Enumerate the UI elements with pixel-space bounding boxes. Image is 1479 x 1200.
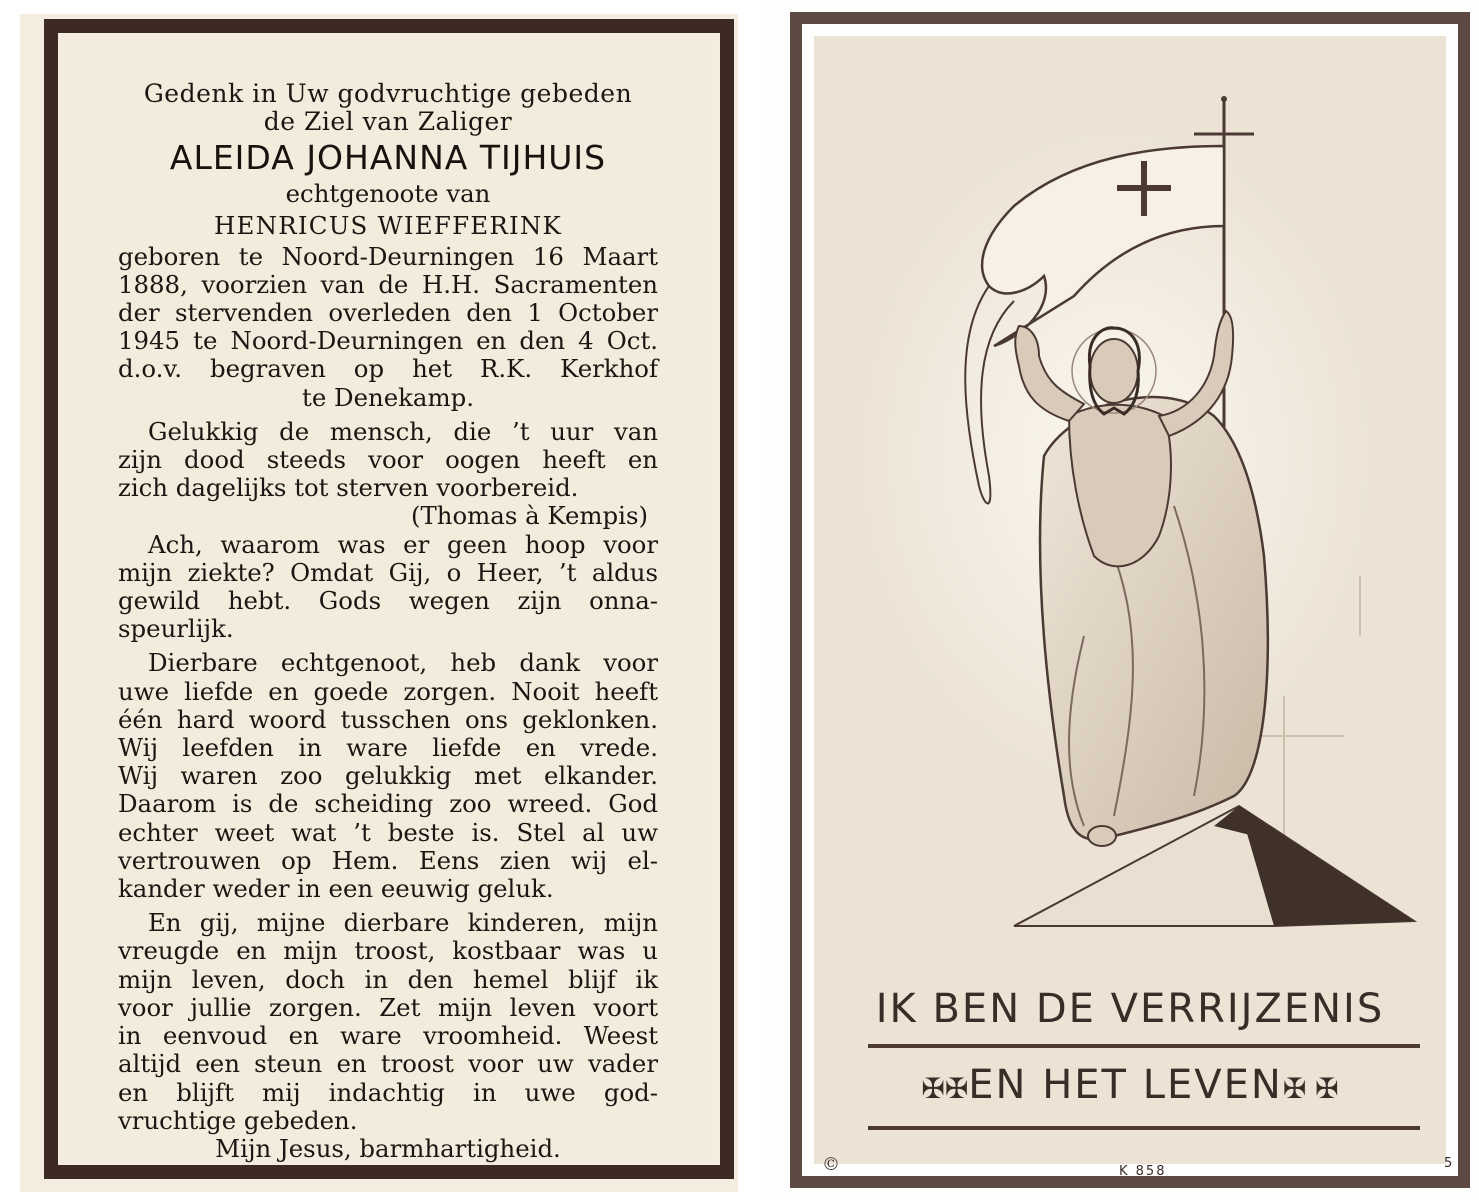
copyright-mark: © (822, 1154, 840, 1175)
paragraph-line: vreugde en mijn troost, kostbaar was u (118, 936, 658, 966)
image-paper (814, 36, 1455, 1179)
caption-line-2 (814, 1062, 1446, 1108)
paragraph-line: in eenvoud en ware vroomheid. Weest (118, 1021, 658, 1051)
paragraph-line: Ach, waarom was er geen hoop voor (148, 529, 658, 559)
quote-line-last: zich dagelijks tot sterven voorbereid. (118, 473, 579, 503)
bio-line: geboren te Noord-Deurningen 16 Maart (118, 241, 658, 271)
bio-line: 1945 te Noord-Deurningen en den 4 Oct. (118, 326, 658, 356)
staff-tip (1221, 96, 1227, 102)
print-code: K 858 (1119, 1164, 1167, 1179)
paragraph-line: en blijft mij indachtig in uwe god- (118, 1077, 658, 1107)
crosses-left: ✠✠ (921, 1072, 969, 1105)
husband-name: HENRICUS WIEFFERINK (213, 210, 563, 240)
memorial-card-image-side (765, 0, 1479, 1200)
paragraph-line: En gij, mijne dierbare kinderen, mijn (148, 908, 658, 938)
corner-number: 5 (1444, 1156, 1455, 1171)
paragraph-line: mijn leven, doch in den hemel blijf ik (118, 964, 658, 994)
closing-prayer: Mijn Jesus, barmhartigheid. (215, 1133, 561, 1163)
invocation-line-2: de Ziel van Zaliger (263, 107, 513, 137)
paragraph-line: voor jullie zorgen. Zet mijn leven voort (118, 992, 658, 1022)
caption-line-1: IK BEN DE VERRIJZENIS (875, 986, 1385, 1032)
bio-line-last: te Denekamp. (302, 382, 474, 412)
paragraph-line: gewild hebt. Gods wegen zijn onna- (118, 586, 658, 616)
paragraph-line: Daarom is de scheiding zoo wreed. God (118, 789, 658, 819)
head (1090, 339, 1138, 403)
card-paper (70, 45, 708, 1163)
divider-bottom (868, 1126, 1420, 1130)
bio-line: der stervenden overleden den 1 October (118, 298, 658, 328)
relation-text: echtgenoote van (285, 179, 491, 209)
paragraph-line: Wij leefden in ware liefde en vrede. (118, 733, 658, 763)
paragraph-line: Wij waren zoo gelukkig met elkander. (118, 761, 658, 791)
bio-line: d.o.v. begraven op het R.K. Kerkhof (118, 354, 658, 384)
bio-line: 1888, voorzien van de H.H. Sacramenten (118, 269, 658, 299)
caption-line-2-text: EN HET LEVEN (968, 1062, 1283, 1108)
quote-line: Gelukkig de mensch, die ’t uur van (148, 416, 658, 446)
mourning-border (44, 19, 734, 1179)
paragraph-line-last: kander weder in een eeuwig geluk. (118, 874, 554, 904)
paragraph-line: vertrouwen op Hem. Eens zien wij el- (118, 845, 658, 875)
deceased-name: ALEIDA JOHANNA TIJHUIS (169, 138, 607, 178)
crosses-right: ✠ ✠ (1282, 1072, 1339, 1105)
image-border (790, 12, 1470, 1188)
paragraph-line: mijn ziekte? Omdat Gij, o Heer, ’t aldus (118, 557, 658, 587)
resurrection-illustration (814, 36, 1470, 996)
memorial-text (118, 80, 658, 1163)
quote-source: (Thomas à Kempis) (411, 501, 648, 531)
paragraph-line: uwe liefde en goede zorgen. Nooit heeft (118, 676, 658, 706)
paragraph-line: Dierbare echtgenoot, heb dank voor (148, 648, 658, 678)
quote-line: zijn dood steeds voor oogen heeft en (118, 445, 658, 475)
memorial-card-text-side (20, 14, 738, 1192)
paragraph-line-last: vruchtige gebeden. (118, 1105, 358, 1135)
foot (1088, 826, 1116, 846)
divider-top (868, 1044, 1420, 1048)
paragraph-line: altijd een steun en troost voor uw vader (118, 1049, 658, 1079)
paragraph-line-last: speurlijk. (118, 614, 234, 644)
paragraph-line: één hard woord tusschen ons geklonken. (118, 704, 658, 734)
invocation-line-1: Gedenk in Uw godvruchtige gebeden (143, 79, 633, 108)
paragraph-line: echter weet wat ’t beste is. Stel al uw (118, 817, 658, 847)
